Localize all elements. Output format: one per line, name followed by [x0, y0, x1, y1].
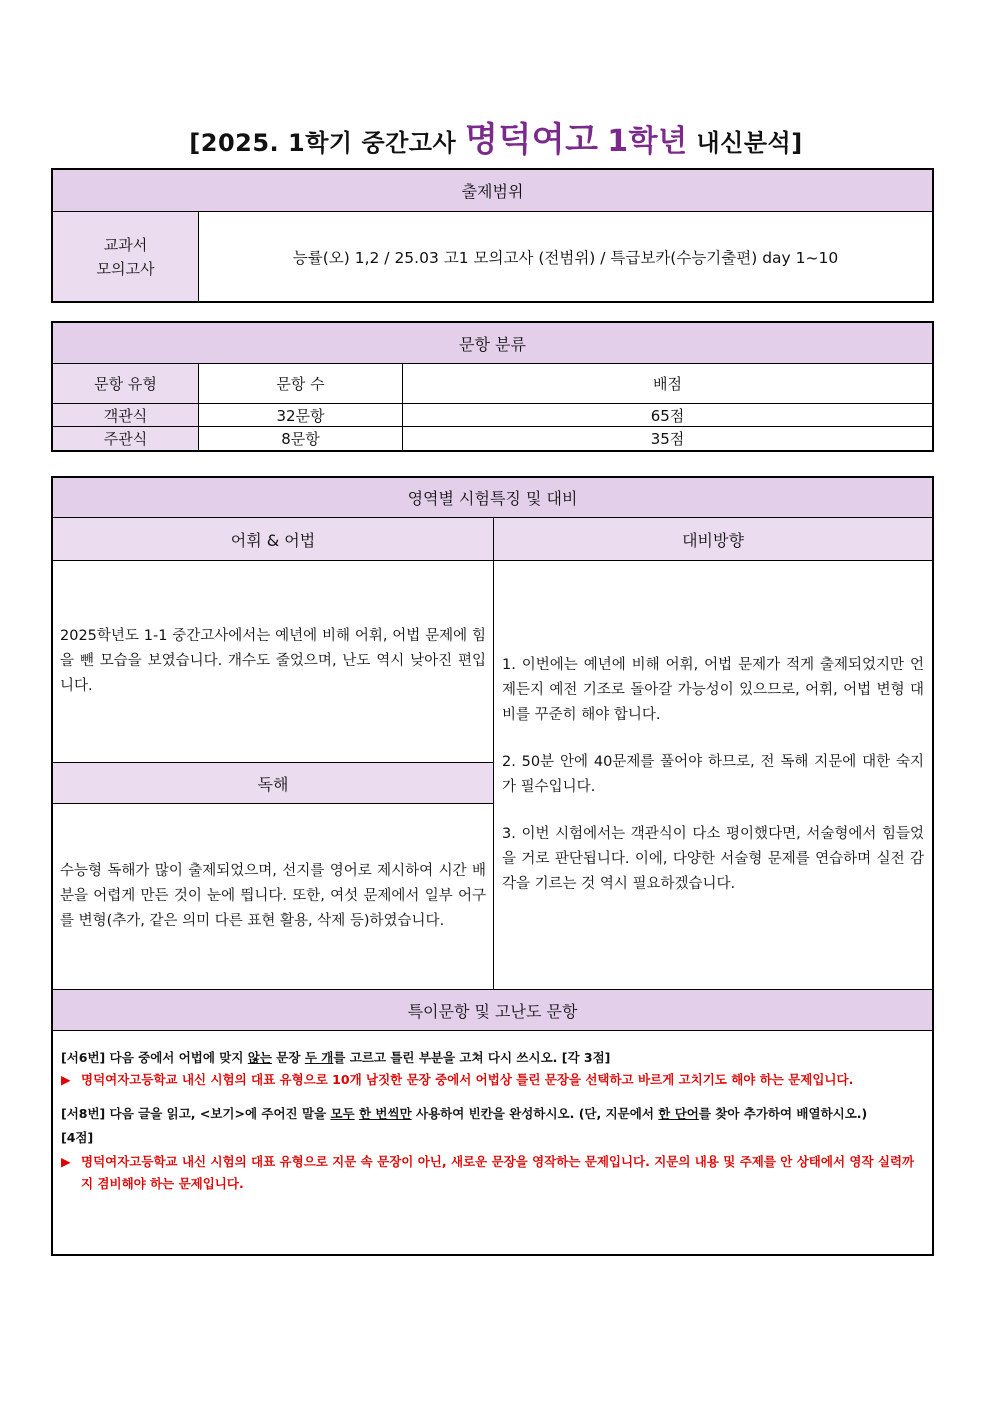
prep-item-2: 2. 50분 안에 40문제를 풀어야 하므로, 전 독해 지문에 대한 숙지가 필수입니다. [502, 754, 924, 795]
reading-header: 독해 [53, 763, 494, 804]
prep-item-3: 3. 이번 시험에서는 객관식이 다소 평이했다면, 서술형에서 힘들었을 거로 판단됩니다. 이에, 다양한 서술형 문제를 연습하며 실전 감각을 기르는 것 역시 필요하겠습니다. [502, 826, 924, 892]
special-header: 특이문항 및 고난도 문항 [53, 990, 933, 1031]
special-question-2: [서8번] 다음 글을 읽고, <보기>에 주어진 말을 모두 한 번씩만 사용하여 빈칸을 완성하시오. (단, 지문에서 한 단어를 찾아 추가하여 배열하시오.) [61, 1106, 868, 1121]
classification-header: 문항 분류 [53, 323, 933, 364]
reading-text: 수능형 독해가 많이 출제되었으며, 선지를 영어로 제시하여 시간 배분을 어렵게 만든 것이 눈에 띕니다. 또한, 여섯 문제에서 일부 어구를 변형(추가, 같은 의미 다른 표현 활용, 삭제 등)하였습니다. [53, 804, 494, 990]
classification-table [52, 322, 933, 451]
title-suffix: 내신분석] [687, 129, 803, 157]
table-row [53, 427, 933, 451]
arrow-icon: ▶ [61, 1072, 71, 1087]
analysis-table [52, 477, 933, 1255]
arrow-icon: ▶ [61, 1154, 71, 1169]
scope-header: 출제범위 [53, 170, 933, 212]
row-count: 32문항 [199, 404, 403, 427]
col-count-header: 문항 수 [199, 364, 403, 404]
scope-label [53, 212, 199, 302]
prep-item-1: 1. 이번에는 예년에 비해 어휘, 어법 문제가 적게 출제되었지만 언제든지 예전 기조로 돌아갈 가능성이 있으므로, 어휘, 어법 변형 대비를 꾸준히 해야 합니다. [502, 657, 924, 723]
row-type: 객관식 [53, 404, 199, 427]
vocab-header: 어휘 & 어법 [53, 518, 494, 561]
page-title [0, 112, 992, 161]
table-row [53, 404, 933, 427]
row-count: 8문항 [199, 427, 403, 451]
title-grade: 1학년 [607, 124, 688, 159]
special-question-2-score: [4점] [61, 1130, 94, 1145]
col-type-header: 문항 유형 [53, 364, 199, 404]
special-content [53, 1031, 933, 1255]
scope-table [52, 169, 933, 302]
scope-label-line2: 모의고사 [96, 259, 155, 278]
analysis-header: 영역별 시험특징 및 대비 [53, 478, 933, 518]
col-score-header: 배점 [403, 364, 933, 404]
row-score: 65점 [403, 404, 933, 427]
special-note-2: ▶ 명덕여자고등학교 내신 시험의 대표 유형으로 지문 속 문장이 아닌, 새로운 문장을 영작하는 문제입니다. 지문의 내용 및 주제를 안 상태에서 영작 실력까지 겸비해야 하는 문제입니다. [61, 1151, 924, 1195]
special-note-1: ▶ 명덕여자고등학교 내신 시험의 대표 유형으로 10개 남짓한 문장 중에서 어법상 틀린 문장을 선택하고 바르게 고치기도 해야 하는 문제입니다. [61, 1069, 924, 1091]
scope-label-line1: 교과서 [103, 235, 148, 254]
prep-header: 대비방향 [494, 518, 933, 561]
vocab-text: 2025학년도 1-1 중간고사에서는 예년에 비해 어휘, 어법 문제에 힘을 뺀 모습을 보였습니다. 개수도 줄었으며, 난도 역시 낮아진 편입니다. [53, 561, 494, 763]
special-question-1: [서6번] 다음 중에서 어법에 맞지 않는 문장 두 개를 고르고 틀린 부분을 고쳐 다시 쓰시오. [각 3점] [61, 1050, 611, 1065]
row-type: 주관식 [53, 427, 199, 451]
title-prefix: [2025. 1학기 중간고사 [189, 129, 466, 157]
row-score: 35점 [403, 427, 933, 451]
prep-text [494, 561, 933, 990]
scope-content: 능률(오) 1,2 / 25.03 고1 모의고사 (전범위) / 특급보카(수능기출편) day 1~10 [199, 212, 933, 302]
title-school: 명덕여고 [465, 120, 599, 160]
